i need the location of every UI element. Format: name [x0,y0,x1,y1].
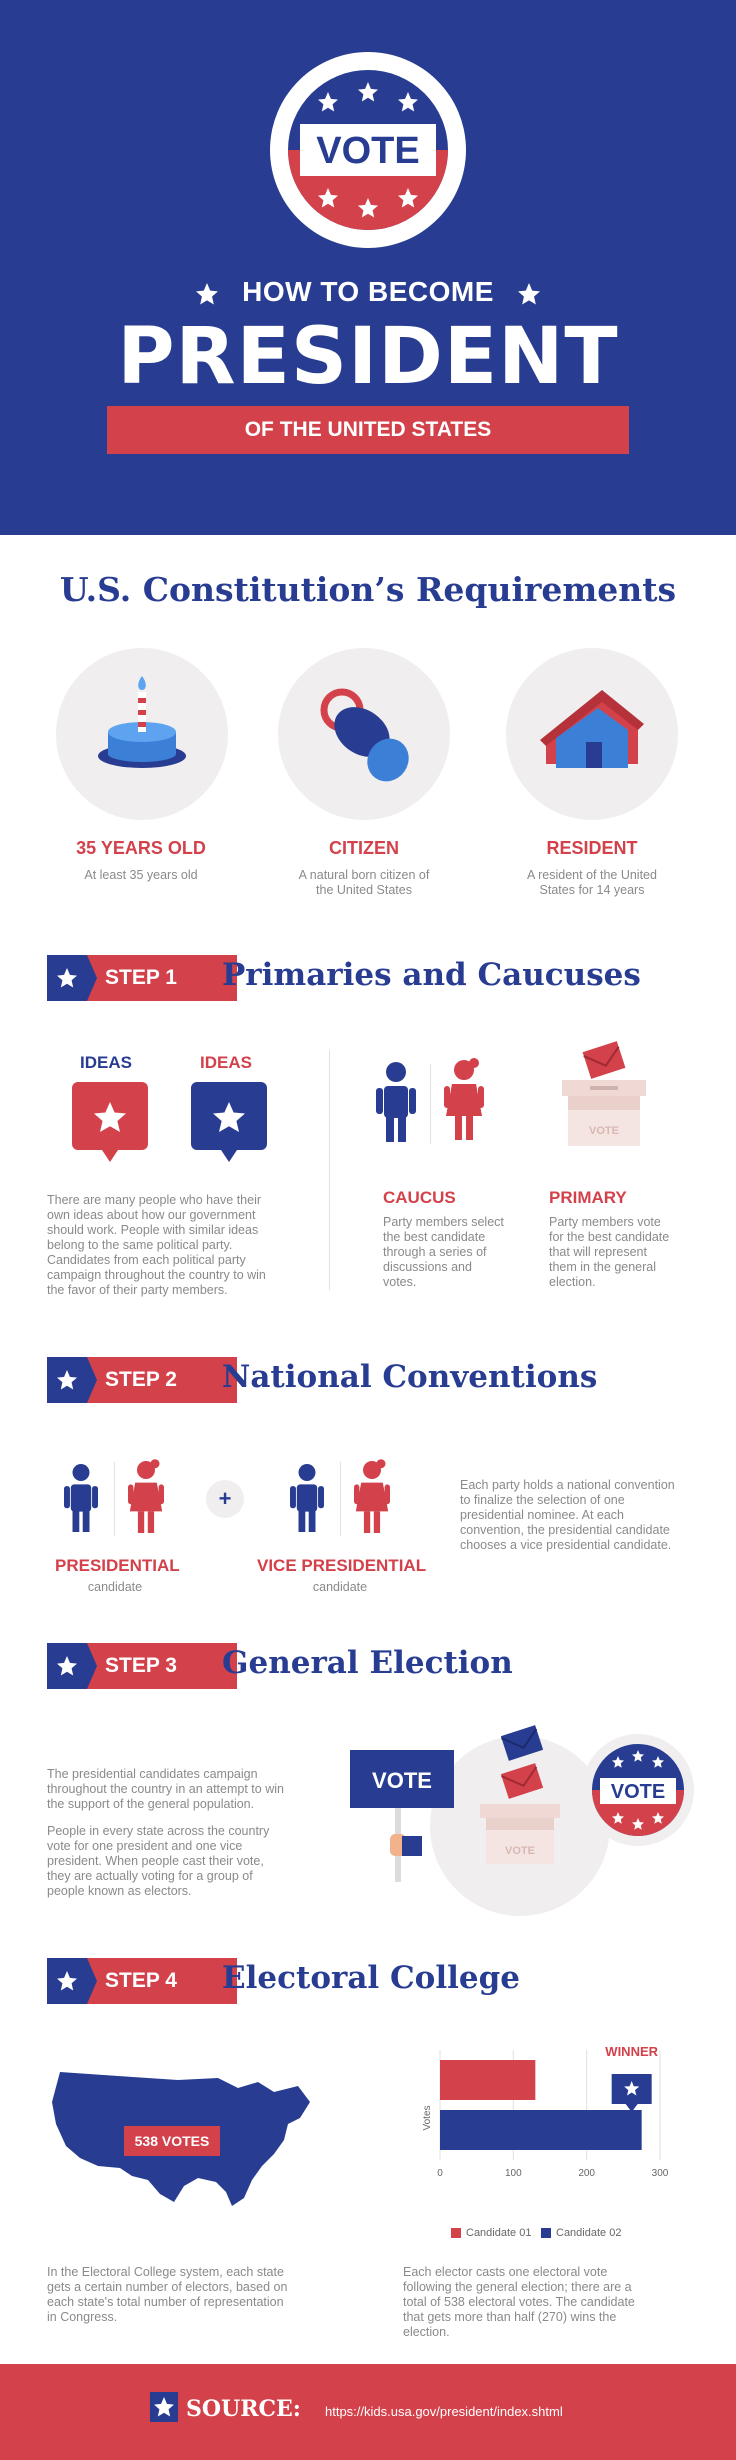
step1-title: Primaries and Caucuses [222,957,641,993]
footer-source-label: SOURCE: [186,2396,301,2422]
step1-badge [47,955,197,1001]
step4-left-text [47,2265,357,2325]
step4-label: STEP 4 [87,1958,237,2004]
legend-swatch-red [451,2228,461,2238]
chart-bar-2 [440,2110,642,2150]
caucus-line: discussions and [383,1260,472,1274]
vote-sign-text: VOTE [372,1768,432,1793]
star-icon [47,1958,87,2004]
cake-icon [56,648,228,820]
badge-vote-text: VOTE [316,130,420,172]
winner-pin-icon [612,2074,652,2112]
people-divider [430,1064,431,1144]
ballot-box-icon [556,1040,652,1150]
ideas-text-line: Candidates from each political party [47,1253,246,1267]
map-votes-label: 538 VOTES [134,2133,210,2149]
caucus-line: votes. [383,1275,417,1289]
step1-label: STEP 1 [87,955,237,1001]
step4-right-line: Each elector casts one electoral vote [403,2265,608,2279]
ideas-label-1: IDEAS [80,1053,132,1072]
header-subtitle-text: HOW TO BECOME [242,276,494,307]
electoral-chart [410,2040,710,2240]
step3-para1 [47,1767,347,1812]
ideas-text-line: should work. People with similar ideas [47,1223,259,1237]
plus-icon: + [206,1480,244,1518]
step1-divider [329,1050,330,1290]
primary-line: election. [549,1275,596,1289]
star-icon [47,1643,87,1689]
chart-tick-label: 100 [504,2168,522,2179]
red-speech-bubble-icon [72,1082,148,1168]
step4-title: Electoral College [222,1960,521,1996]
person-male-icon [376,1060,416,1144]
vice-female-icon [354,1455,390,1539]
step3-title: General Election [222,1645,513,1681]
step3-para2-line: people known as electors. [47,1884,192,1898]
citizen-desc [254,868,474,898]
step4-right-line: that gets more than half (270) wins the [403,2310,617,2324]
header-title: PRESIDENT [117,312,619,402]
star-icon [196,283,218,305]
ideas-label-2: IDEAS [200,1053,252,1072]
age-desc-line: At least 35 years old [84,868,198,882]
step2-text [460,1478,720,1553]
ideas-text-line: the favor of their party members. [47,1283,228,1297]
house-icon [506,648,678,820]
ballot-box-label: VOTE [589,1125,619,1137]
header-subtitle [0,276,736,308]
step1-star-box [47,955,87,1001]
step3-para2 [47,1824,347,1899]
step2-title: National Conventions [222,1359,598,1395]
requirements-title: U.S. Constitution’s Requirements [59,570,677,609]
step4-left-line: In the Electoral College system, each state [47,2265,284,2279]
primary-line: that will represent [549,1245,647,1259]
ideas-text-line: campaign throughout the country to win [47,1268,266,1282]
step3-badge [47,1643,197,1689]
step4-left-line: each state's total number of representation [47,2295,284,2309]
presidential-female-icon [128,1455,164,1539]
step2-text-line: chooses a vice presidential candidate. [460,1538,672,1552]
chart-tick-label: 0 [437,2168,443,2179]
age-title: 35 YEARS OLD [76,838,206,858]
header-banner: OF THE UNITED STATES [107,406,629,454]
primary-line: Party members vote [549,1215,661,1229]
step3-star-box [47,1643,87,1689]
ideas-text [47,1193,337,1298]
step3-para2-line: People in every state across the country [47,1824,270,1838]
resident-desc [482,868,702,898]
step2-text-line: presidential nominee. At each [460,1508,624,1522]
step4-badge [47,1958,197,2004]
legend-candidate-02 [541,2227,621,2239]
age-desc [31,868,251,883]
step2-star-box [47,1357,87,1403]
step4-right-line: election. [403,2325,450,2339]
step4-right-line: following the general election; there are a [403,2280,632,2294]
age-circle [56,648,228,820]
vote-box-text: VOTE [505,1845,535,1857]
step4-left-line: gets a certain number of electors, based on [47,2280,288,2294]
star-icon [47,955,87,1001]
chart-bar-1 [440,2060,535,2100]
chart-ticks [437,2168,669,2179]
chart-tick-label: 200 [578,2168,596,2179]
resident-desc-line: A resident of the United [527,868,657,882]
source-link[interactable]: https://kids.usa.gov/president/index.shtml [325,2404,563,2419]
step4-star-box [47,1958,87,2004]
winner-label: WINNER [605,2044,659,2059]
star-icon [518,283,540,305]
winner-marker [605,2044,658,2112]
vote-badge-text: VOTE [610,1781,666,1803]
primary-line: them in the general [549,1260,657,1274]
caucus-text [383,1215,523,1290]
step2-text-line: to finalize the selection of one [460,1493,625,1507]
legend-swatch-blue [541,2228,551,2238]
pacifier-icon [278,648,450,820]
step3-para2-line: president. When people cast their vote, [47,1854,264,1868]
usa-map-icon [48,2062,316,2212]
ideas-text-line: belong to the same political party. [47,1238,233,1252]
step4-left-line: in Congress. [47,2310,118,2324]
star-icon [47,1357,87,1403]
step4-right-line: total of 538 electoral votes. The candidate [403,2295,635,2309]
chart-tick-label: 300 [651,2168,669,2179]
step2-text-line: convention, the presidential candidate [460,1523,670,1537]
caucus-line: Party members select [383,1215,504,1229]
chart-ylabel: Votes [422,2105,433,2131]
step3-para1-line: throughout the country in an attempt to win [47,1782,284,1796]
step3-para1-line: The presidential candidates campaign [47,1767,258,1781]
resident-desc-line: States for 14 years [539,883,645,897]
step2-text-line: Each party holds a national convention [460,1478,675,1492]
ideas-text-line: There are many people who have their [47,1193,262,1207]
footer-star-icon [150,2392,178,2422]
vice-label: VICE PRESIDENTIAL [257,1556,427,1575]
citizen-circle [278,648,450,820]
presidential-sub: candidate [87,1580,143,1594]
resident-circle [506,648,678,820]
resident-title: RESIDENT [546,838,638,858]
primary-title: PRIMARY [549,1188,627,1207]
blue-speech-bubble-icon [191,1082,267,1168]
step2-badge [47,1357,197,1403]
step3-label: STEP 3 [87,1643,237,1689]
vote-badge-icon [270,52,466,248]
caucus-line: the best candidate [383,1230,486,1244]
citizen-title: CITIZEN [329,838,399,858]
legend-label-01: Candidate 01 [466,2227,532,2239]
primary-line: for the best candidate [549,1230,670,1244]
caucus-title: CAUCUS [383,1188,456,1207]
step3-para1-line: the support of the general population. [47,1797,255,1811]
citizen-desc-line: the United States [316,883,412,897]
step3-para2-line: they are actually voting for a group of [47,1869,253,1883]
chart-bars [440,2060,642,2150]
vice-divider [340,1462,341,1536]
presidential-label: PRESIDENTIAL [55,1556,180,1575]
vice-male-icon [290,1458,324,1538]
ideas-text-line: own ideas about how our government [47,1208,256,1222]
citizen-desc-line: A natural born citizen of [298,868,430,882]
step4-right-text [403,2265,713,2340]
primary-text [549,1215,699,1290]
pres-divider [114,1462,115,1536]
header [0,0,736,535]
election-illustration [340,1716,696,1916]
caucus-line: through a series of [383,1245,487,1259]
step3-para2-line: vote for one president and one vice [47,1839,243,1853]
vice-sub: candidate [312,1580,368,1594]
person-female-icon [444,1056,484,1144]
legend-label-02: Candidate 02 [556,2227,622,2239]
presidential-male-icon [64,1458,98,1538]
step2-label: STEP 2 [87,1357,237,1403]
legend-candidate-01 [451,2227,531,2239]
